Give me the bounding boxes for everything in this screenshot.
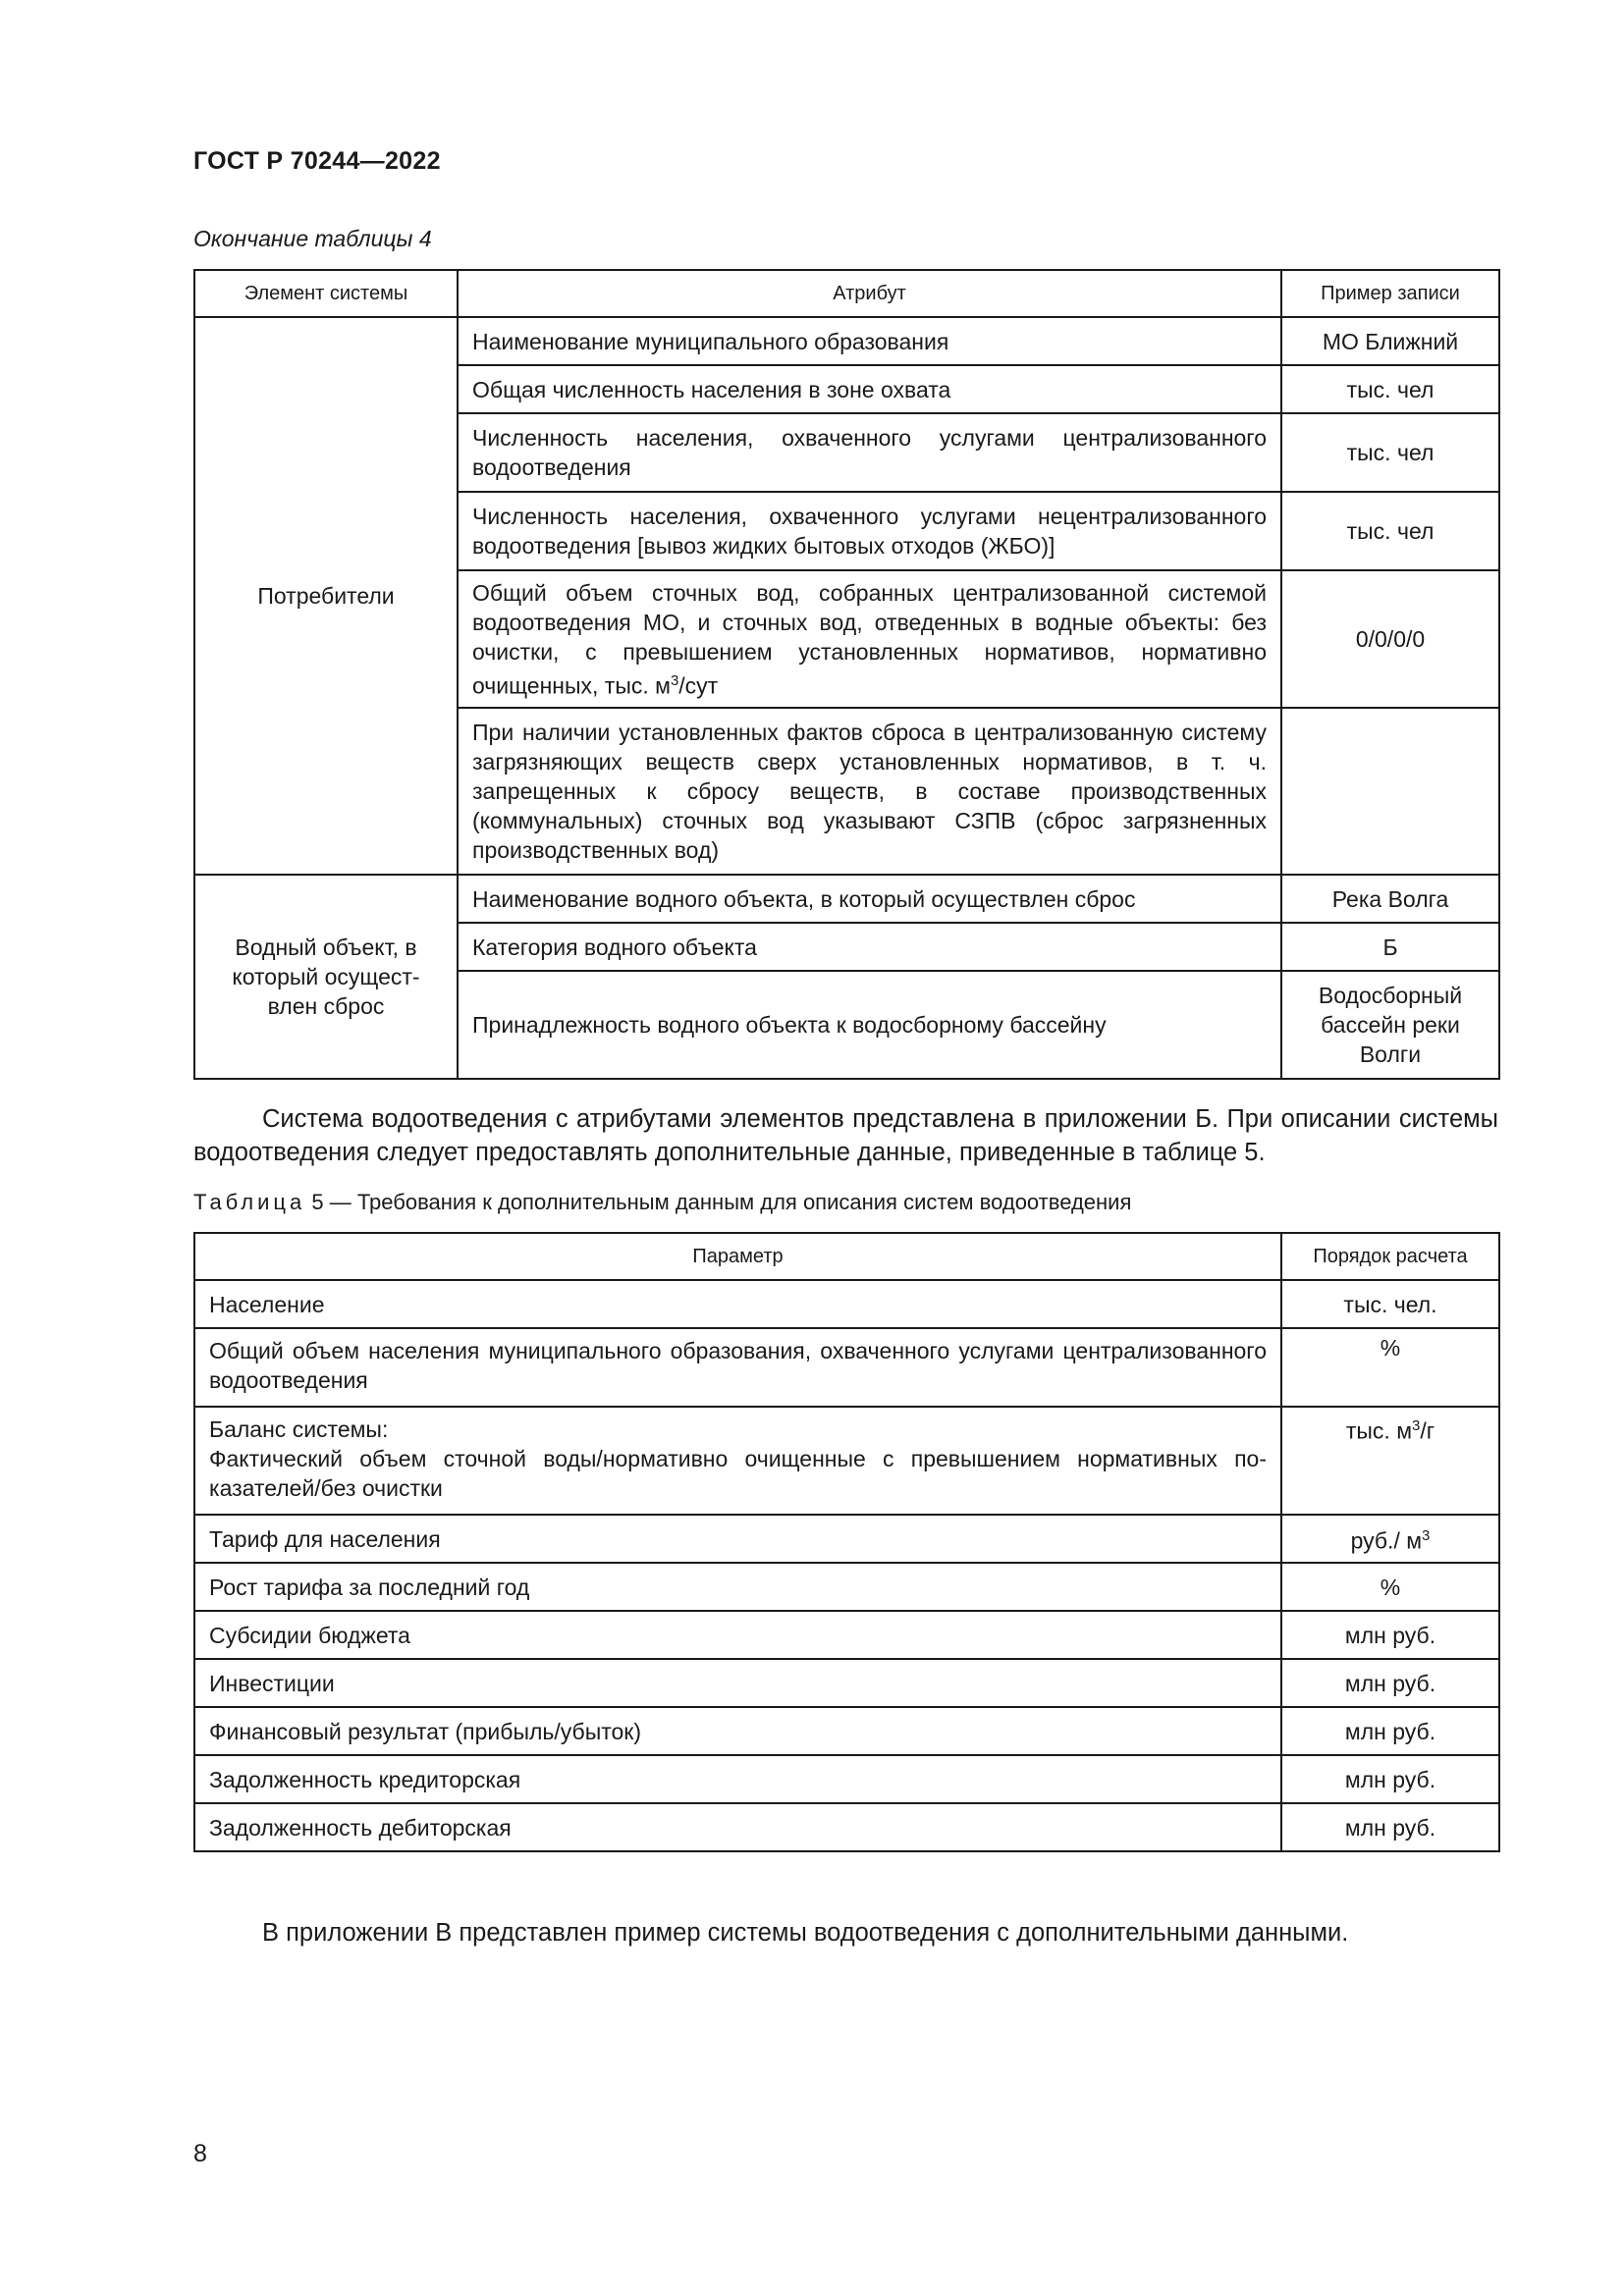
table-row: [194, 1280, 1499, 1328]
calc-order-cell: млн руб.: [1281, 1755, 1499, 1803]
table4-col-example: Пример записи: [1281, 270, 1499, 317]
parameter-cell: Задолженность дебиторская: [194, 1803, 1281, 1851]
attribute-cell: [458, 570, 1281, 708]
table5-caption-label: Таблица: [193, 1190, 306, 1214]
superscript: 3: [1412, 1417, 1421, 1434]
table-row: [194, 1707, 1499, 1755]
table-row: [194, 1659, 1499, 1707]
page-number: 8: [193, 2140, 207, 2167]
attribute-cell: Численность населения, охваченного услугами централизованного водоотведения: [458, 413, 1281, 492]
calc-order-cell: %: [1281, 1328, 1499, 1407]
table4-header-row: [194, 270, 1499, 317]
calc-order-cell: %: [1281, 1563, 1499, 1611]
table4-col-attribute: Атрибут: [458, 270, 1281, 317]
calc-order-cell: млн руб.: [1281, 1611, 1499, 1659]
example-cell: Б: [1281, 923, 1499, 971]
calc-order-cell: [1281, 1515, 1499, 1563]
table-row: [194, 1407, 1499, 1515]
attribute-cell: Категория водного объекта: [458, 923, 1281, 971]
table-row: [194, 1611, 1499, 1659]
table-row: [194, 1563, 1499, 1611]
attribute-text: Общий объем сточных вод, собранных централизованной системой водоотведения МО, и сточных вод, отведенных в водные объекты: без очистки, с превышением установленных нормативов, нормативно очищенных, тыс. м: [472, 579, 1267, 699]
calc-order-cell: млн руб.: [1281, 1803, 1499, 1851]
attribute-cell: При наличии установленных фактов сброса в централизованную систему загрязняющих веществ сверх установленных нормативов, в т. ч. запрещенных к сбросу веществ, в составе производственных (коммунальных) сточных вод указывают СЗПВ (сброс загрязненных производственных вод): [458, 708, 1281, 875]
table5-caption-text: 5 — Требования к дополнительным данным для описания систем водоотведения: [305, 1190, 1132, 1214]
element-water-body: Водный объект, в который осуществлен сброс: [194, 875, 458, 1079]
table5-header-row: [194, 1233, 1499, 1280]
parameter-cell: Общий объем населения муниципального образования, охваченного услугами централизованного водоотведения: [194, 1328, 1281, 1407]
calc-order-cell: тыс. чел.: [1281, 1280, 1499, 1328]
parameter-line-2: Фактический объем сточной воды/нормативно очищенные с превышением нормативных показателей/без очистки: [209, 1446, 1267, 1501]
superscript: 3: [1422, 1527, 1431, 1545]
paragraph-appendix-reference: В приложении В представлен пример системы водоотведения с дополнительными данными.: [262, 1919, 1349, 1947]
example-cell: Река Волга: [1281, 875, 1499, 923]
parameter-cell: Финансовый результат (прибыль/убыток): [194, 1707, 1281, 1755]
example-cell: МО Ближний: [1281, 317, 1499, 365]
calc-order-text: тыс. м: [1345, 1417, 1413, 1444]
table5-caption: [193, 1190, 1498, 1215]
example-cell: тыс. чел: [1281, 413, 1499, 492]
example-cell: тыс. чел: [1281, 365, 1499, 413]
attribute-cell: Наименование муниципального образования: [458, 317, 1281, 365]
element-consumers: Потребители: [194, 317, 458, 875]
table-row: [194, 317, 1499, 365]
calc-order-cell: млн руб.: [1281, 1659, 1499, 1707]
table4-col-element: Элемент системы: [194, 270, 458, 317]
attribute-cell: Общая численность населения в зоне охвата: [458, 365, 1281, 413]
parameter-cell: Тариф для населения: [194, 1515, 1281, 1563]
table-row: [194, 1515, 1499, 1563]
parameter-cell: Задолженность кредиторская: [194, 1755, 1281, 1803]
attribute-cell: Численность населения, охваченного услугами нецентрализованного водоотведения [вывоз жидких бытовых отходов (ЖБО)]: [458, 492, 1281, 570]
calc-order-text: руб./ м: [1350, 1527, 1423, 1554]
example-cell: 0/0/0/0: [1281, 570, 1499, 708]
document-header: ГОСТ Р 70244—2022: [193, 147, 441, 175]
table-row: [194, 875, 1499, 923]
attribute-cell: Принадлежность водного объекта к водосборному бассейну: [458, 971, 1281, 1079]
parameter-cell: Рост тарифа за последний год: [194, 1563, 1281, 1611]
example-cell: [1281, 708, 1499, 875]
paragraph-system-description: Система водоотведения с атрибутами элементов представлена в приложении Б. При описании системы водоотведения следует предоставлять дополнительные данные, приведенные в таблице 5.: [193, 1105, 1498, 1166]
example-cell: Водосборный бассейн реки Волги: [1281, 971, 1499, 1079]
parameter-cell: Население: [194, 1280, 1281, 1328]
calc-order-cell: млн руб.: [1281, 1707, 1499, 1755]
table5: [193, 1232, 1500, 1852]
attribute-cell: Наименование водного объекта, в который осуществлен сброс: [458, 875, 1281, 923]
table4: [193, 269, 1500, 1080]
parameter-cell: [194, 1407, 1281, 1515]
table5-col-calc-order: Порядок расчета: [1281, 1233, 1499, 1280]
parameter-cell: Инвестиции: [194, 1659, 1281, 1707]
table-row: [194, 1328, 1499, 1407]
calc-order-tail: /г: [1420, 1417, 1435, 1444]
table5-col-parameter: Параметр: [194, 1233, 1281, 1280]
superscript: 3: [670, 671, 679, 689]
example-cell: тыс. чел: [1281, 492, 1499, 570]
attribute-text-tail: /сут: [678, 672, 719, 699]
table-row: [194, 1803, 1499, 1851]
table4-caption: Окончание таблицы 4: [193, 226, 432, 251]
table-row: [194, 1755, 1499, 1803]
parameter-line-1: Баланс системы:: [209, 1416, 389, 1442]
parameter-cell: Субсидии бюджета: [194, 1611, 1281, 1659]
calc-order-cell: [1281, 1407, 1499, 1515]
